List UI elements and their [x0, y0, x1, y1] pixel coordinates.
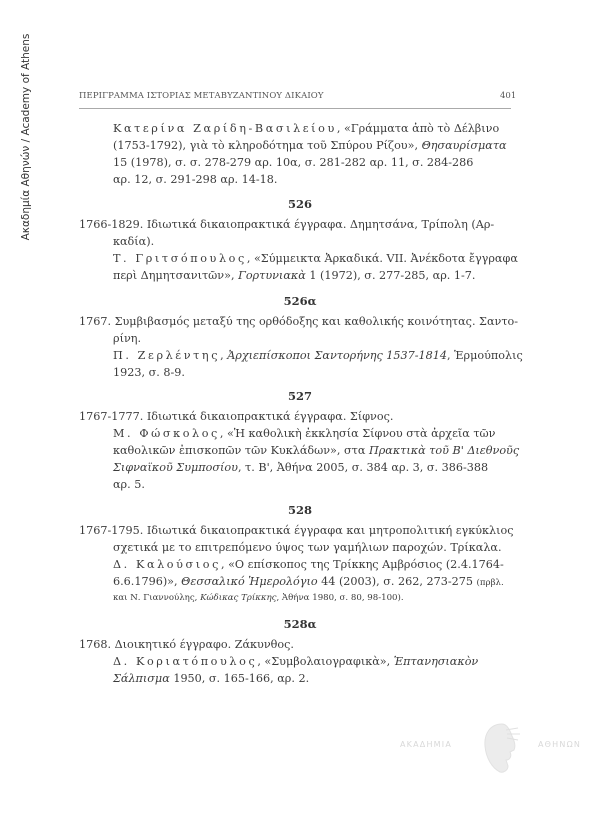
ref-text: 6.6.1796)», — [113, 575, 182, 588]
ref-text: , «Σύμμεικτα Ἀρκαδικά. VII. Ἀνέκδοτα ἔγγραφα — [246, 252, 518, 265]
entry-reference — [113, 347, 523, 364]
entry-number: 527 — [287, 389, 312, 403]
entry-number: 528 — [287, 503, 312, 517]
entry-line: καδία). — [113, 235, 155, 248]
ref-text: περὶ Δημητσανιτῶν», — [113, 269, 239, 282]
entry-reference: 1923, σ. 8-9. — [113, 366, 185, 379]
watermark-text-left: ΑΚΑΔΗΜΙΑ — [400, 740, 453, 749]
intro-line-2 — [113, 137, 507, 154]
intro-author: Κατερίνα Ζαρίδη-Βασιλείου — [113, 122, 337, 135]
side-label-text: Ακαδημία Αθηνών / Academy of Athens — [20, 33, 32, 241]
ref-text: 1 (1972), σ. 277-285, αρ. 1-7. — [305, 269, 476, 282]
ref-note: , Ἀθήνα 1980, σ. 80, 98-100). — [276, 593, 404, 603]
entry-number: 526 — [287, 197, 312, 211]
ref-title: Ἀρχιεπίσκοποι Σαντορήνης 1537-1814 — [227, 349, 448, 362]
ref-text: , «Συμβολαιογραφικὰ», — [257, 655, 394, 668]
entry-reference — [113, 250, 518, 267]
intro-journal: Θησαυρίσματα — [421, 139, 507, 152]
entry-author: Τ. Γριτσόπουλος — [113, 252, 247, 265]
watermark-text-right: ΑΘΗΝΩΝ — [538, 740, 582, 749]
ref-text: 1950, σ. 165-166, αρ. 2. — [169, 672, 310, 685]
ref-text: , — [220, 349, 228, 362]
entry-reference — [113, 425, 495, 442]
academy-watermark — [400, 720, 590, 775]
entry-line: 1766-1829. Ιδιωτικά δικαιοπρακτικά έγγραφα. Δημητσάνα, Τρίπολη (Αρ- — [79, 218, 495, 231]
entry-line: 1767. Συμβιβασμός μεταξύ της ορθόδοξης και καθολικής κοινότητας. Σαντο- — [79, 315, 519, 328]
entry-reference — [113, 653, 478, 670]
entry-number: 526α — [283, 294, 317, 308]
ref-text: καθολικῶν ἐπισκοπῶν τῶν Κυκλάδων», στα — [113, 444, 369, 457]
entry-line: 1767-1795. Ιδιωτικά δικαιοπρακτικά έγγραφα και μητροπολιτική εγκύκλιος — [79, 524, 514, 537]
ref-note: (πρβλ. — [476, 578, 504, 588]
entry-reference — [113, 442, 519, 459]
ref-note: και Ν. Γιαννούλης, — [113, 593, 201, 603]
ref-text: , τ. Β', Ἀθήνα 2005, σ. 384 αρ. 3, σ. 386-388 — [237, 461, 489, 474]
entry-reference — [113, 267, 475, 284]
ref-title: Σιφναϊκοῦ Συμποσίου — [113, 461, 238, 474]
ref-note-title: Κώδικας Τρίκκης — [200, 593, 277, 603]
entry-author: Δ. Κοριατόπουλος — [113, 655, 258, 668]
entry-author: Π. Ζερλέντης — [113, 349, 221, 362]
entry-reference-note — [113, 590, 404, 607]
ref-text: 44 (2003), σ. 262, 273-275 — [317, 575, 477, 588]
entry-line: 1767-1777. Ιδιωτικά δικαιοπρακτικά έγγραφα. Σίφνος. — [79, 410, 394, 423]
entry-reference — [113, 459, 488, 476]
page-number: 401 — [500, 91, 517, 101]
intro-line-4: αρ. 12, σ. 291-298 αρ. 14-18. — [113, 173, 278, 186]
entry-line: σχετικά με το επιτρεπόμενο ύψος των γαμήλιων παροχών. Τρίκαλα. — [113, 541, 502, 554]
ref-text: , Ἑρμούπολις — [447, 349, 523, 362]
entry-line: ρίνη. — [113, 332, 142, 345]
entry-author: Δ. Καλούσιος — [113, 558, 221, 571]
ref-text: , «Ἡ καθολικὴ ἐκκλησία Σίφνου στὰ ἀρχεῖα τῶν — [219, 427, 496, 440]
ref-text: , «Ο επίσκοπος της Τρίκκης Αμβρόσιος (2.4.1764- — [220, 558, 504, 571]
header-rule — [79, 108, 511, 109]
intro-text: (1753-1792), γιὰ τὸ κληροδότημα τοῦ Σπύρου Ρίζου», — [113, 139, 422, 152]
entry-number: 528α — [283, 617, 317, 631]
intro-line-3: 15 (1978), σ. σ. 278-279 αρ. 10α, σ. 281-282 αρ. 11, σ. 284-286 — [113, 156, 474, 169]
ref-journal: Θεσσαλικό Ἡμερολόγιο — [181, 575, 318, 588]
entry-line: 1768. Διοικητικό έγγραφο. Ζάκυνθος. — [79, 638, 294, 651]
ref-journal: Γορτυνιακὰ — [238, 269, 306, 282]
running-title: ΠΕΡΙΓΡΑΜΜΑ ΙΣΤΟΡΙΑΣ ΜΕΤΑΒΥΖΑΝΤΙΝΟΥ ΔΙΚΑΙΟΥ — [79, 91, 324, 101]
athena-head-icon — [478, 720, 526, 775]
ref-journal: Ἑπτανησιακὸν — [393, 655, 479, 668]
entry-reference — [113, 556, 504, 573]
ref-title: Πρακτικὰ τοῦ Β' Διεθνοῦς — [368, 444, 520, 457]
ref-journal: Σάλπισμα — [113, 672, 170, 685]
side-label — [18, 12, 34, 262]
entry-reference — [113, 670, 309, 687]
intro-text: , «Γράμματα ἀπὸ τὸ Δέλβινο — [336, 122, 500, 135]
intro-line-1 — [113, 120, 499, 137]
entry-reference: αρ. 5. — [113, 478, 145, 491]
entry-author: Μ. Φώσκολος — [113, 427, 220, 440]
